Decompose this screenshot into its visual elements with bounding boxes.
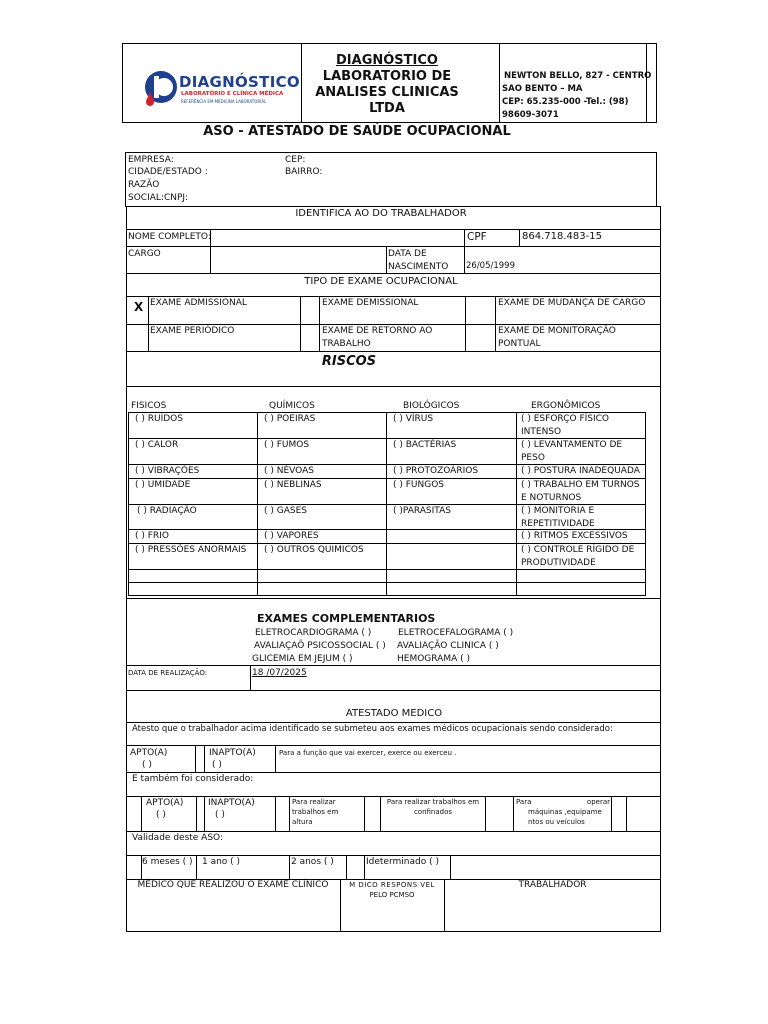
logo-icon — [143, 68, 177, 108]
validade-6-meses[interactable]: 6 meses ( ) — [142, 857, 193, 867]
nome-label: NOME COMPLETO: — [128, 232, 211, 242]
nome-field[interactable] — [213, 231, 461, 244]
medico-signature-label: MÉDICO QUE REALIZOU O EXAME CLÍNICO — [137, 880, 329, 890]
clinica-item[interactable]: AVALIAÇÃO CLINICA ( ) — [397, 641, 499, 651]
apto-label: APTO(A) — [130, 748, 168, 758]
attest-title: ATESTADO MEDICO — [345, 708, 443, 719]
risk-item[interactable]: ( ) VIBRAÇÕES — [135, 466, 200, 476]
inapto-label: INAPTO(A) — [209, 748, 256, 758]
company-logo — [143, 68, 300, 110]
ecg-item[interactable]: ELETROCARDIOGRAMA ( ) — [255, 628, 372, 638]
risk-item[interactable]: ( ) MONITORIA E REPETITIVIDADE — [521, 506, 595, 529]
cnpj-label: SOCIAL:CNPJ: — [128, 193, 189, 203]
trabalhador-signature-label: TRABALHADOR — [518, 880, 587, 890]
logo-tagline: REFERÊNCIA EM MEDICINA LABORATORIAL — [181, 99, 267, 104]
monitoracao-label: EXAME DE MONITORAÇÃO PONTUAL — [498, 326, 616, 349]
risk-item[interactable]: ( ) ESFORÇO FÍSICO INTENSO — [521, 414, 610, 437]
risk-item[interactable]: ( ) NÉVOAS — [264, 466, 314, 476]
maquinas-text: Para operar máquinas ,equipame ntos ou veículos — [516, 798, 610, 826]
complementary-title: EXAMES COMPLEMENTARIOS — [257, 612, 436, 625]
admissional-label: EXAME ADMISSIONAL — [150, 298, 247, 308]
risk-item[interactable]: ( ) FUNGOS — [393, 480, 445, 490]
risk-item[interactable]: ( ) CONTROLE RÍGIDO DE PRODUTIVIDADE — [521, 545, 635, 568]
retorno-label: EXAME DE RETORNO AO TRABALHO — [322, 326, 433, 349]
admissional-check[interactable]: X — [134, 300, 144, 314]
data-realizacao-value: 18 /07/2025 — [252, 668, 307, 678]
logo-subtitle: LABORATÓRIO E CLÍNICA MÉDICA — [181, 91, 284, 97]
risk-header-biologicos: BIOLÓGICOS — [403, 401, 460, 411]
risk-item[interactable]: ( ) UMIDADE — [135, 480, 191, 490]
risk-header-fisicos: FISICOS — [131, 401, 167, 411]
page-title: ASO - ATESTADO DE SAÚDE OCUPACIONAL — [203, 124, 511, 139]
dob-value: 26/05/1999 — [466, 261, 515, 271]
worker-section-title: IDENTIFICA AO DO TRABALHADOR — [295, 208, 467, 219]
attest-statement: Atesto que o trabalhador acima identificado se submeteu aos exames médicos ocupacionais sendo considerado: — [132, 724, 613, 734]
risk-item[interactable]: ( ) PRESSÕES ANORMAIS — [135, 545, 247, 555]
risk-item[interactable]: ( ) OUTROS QUIMICOS — [264, 545, 364, 555]
inapto2-check[interactable]: ( ) — [215, 810, 225, 820]
hemograma-item[interactable]: HEMOGRAMA ( ) — [397, 654, 470, 664]
inapto-check[interactable]: ( ) — [212, 760, 222, 770]
risk-item[interactable]: ( )PARASITAS — [393, 506, 451, 516]
risk-item[interactable]: ( ) RITMOS EXCESSIVOS — [521, 531, 628, 541]
risk-item[interactable]: ( ) VÍRUS — [393, 414, 434, 424]
bairro-label: BAIRRO: — [285, 167, 323, 177]
demissional-label: EXAME DEMISSIONAL — [322, 298, 419, 308]
risk-item[interactable]: ( ) BACTÉRIAS — [393, 440, 457, 450]
periodico-label: EXAME PERIÓDICO — [150, 326, 235, 336]
mudanca-label: EXAME DE MUDANÇA DE CARGO — [498, 298, 646, 308]
risk-item[interactable]: ( ) NEBLINAS — [264, 480, 322, 490]
risk-header-ergonomicos: ERGONÔMICOS — [531, 401, 601, 411]
altura-text: Para realizar trabalhos em altura — [292, 798, 339, 826]
confinados-text: Para realizar trabalhos em confinados — [386, 798, 480, 816]
dob-label: DATA DE NASCIMENTO — [388, 249, 449, 272]
apto2-label: APTO(A) — [146, 798, 184, 808]
risks-title: RISCOS — [321, 354, 377, 369]
cpf-value: 864.718.483-15 — [522, 231, 602, 242]
exam-type-title: TIPO DE EXAME OCUPACIONAL — [304, 276, 458, 287]
logo-brand: DIAGNÓSTICO — [179, 73, 300, 91]
risk-item[interactable]: ( ) POEIRAS — [264, 414, 316, 424]
risk-header-quimicos: QUÍMICOS — [269, 401, 315, 411]
risk-item[interactable]: ( ) RUÍDOS — [135, 414, 183, 424]
razao-label: RAZÃO — [128, 180, 160, 190]
risk-item[interactable]: ( ) TRABALHO EM TURNOS E NOTURNOS — [521, 480, 640, 503]
company-address: NEWTON BELLO, 827 - CENTRO SAO BENTO – MA CEP: 65.235-000 -Tel.: (98) 98609-3071 — [502, 71, 652, 120]
risk-item[interactable]: ( ) POSTURA INADEQUADA — [521, 466, 640, 476]
validade-label: Validade deste ASO: — [132, 833, 224, 843]
empresa-label: EMPRESA: — [128, 155, 174, 165]
data-realizacao-label: DATA DE REALIZAÇÃO: — [128, 669, 208, 677]
cidade-label: CIDADE/ESTADO : — [128, 167, 208, 177]
validade-1-ano[interactable]: 1 ano ( ) — [202, 857, 241, 867]
risk-item[interactable]: ( ) PROTOZOÁRIOS — [393, 466, 479, 476]
psico-item[interactable]: AVALIAÇAÕ PSICOSSOCIAL ( ) — [254, 641, 386, 651]
risk-item[interactable]: ( ) FUMOS — [264, 440, 310, 450]
company-section — [125, 152, 657, 207]
apto-check[interactable]: ( ) — [142, 760, 152, 770]
inapto2-label: INAPTO(A) — [208, 798, 255, 808]
cargo-label: CARGO — [128, 249, 161, 259]
risk-item[interactable]: ( ) GASES — [264, 506, 307, 516]
risk-item[interactable]: ( ) LEVANTAMENTO DE PESO — [521, 440, 623, 463]
risk-item[interactable]: ( ) CALOR — [135, 440, 179, 450]
risk-item[interactable]: ( ) VAPORES — [264, 531, 319, 541]
apto2-check[interactable]: ( ) — [156, 810, 166, 820]
funcao-text: Para a função que vai exercer, exerce ou exerceu . — [279, 749, 457, 757]
validade-2-anos[interactable]: 2 anos ( ) — [291, 857, 334, 867]
glicemia-item[interactable]: GLICEMIA EM JEJUM ( ) — [252, 654, 353, 664]
cep-label: CEP: — [285, 155, 306, 165]
pcmso-signature-label: M DICO RESPONS VEL PELO PCMSO — [349, 881, 435, 899]
validade-indeterminado[interactable]: Ideterminado ( ) — [366, 857, 439, 867]
company-name: DIAGNÓSTICO LABORATORIO DE ANALISES CLINICAS LTDA — [315, 53, 459, 116]
eeg-item[interactable]: ELETROCEFALOGRAMA ( ) — [398, 628, 514, 638]
risk-item[interactable]: ( ) FRIO — [135, 531, 169, 541]
tambem-label: E também foi considerado: — [132, 774, 254, 784]
risk-item[interactable]: ( ) RADIAÇÃO — [137, 506, 197, 516]
cpf-label: CPF — [467, 231, 487, 243]
